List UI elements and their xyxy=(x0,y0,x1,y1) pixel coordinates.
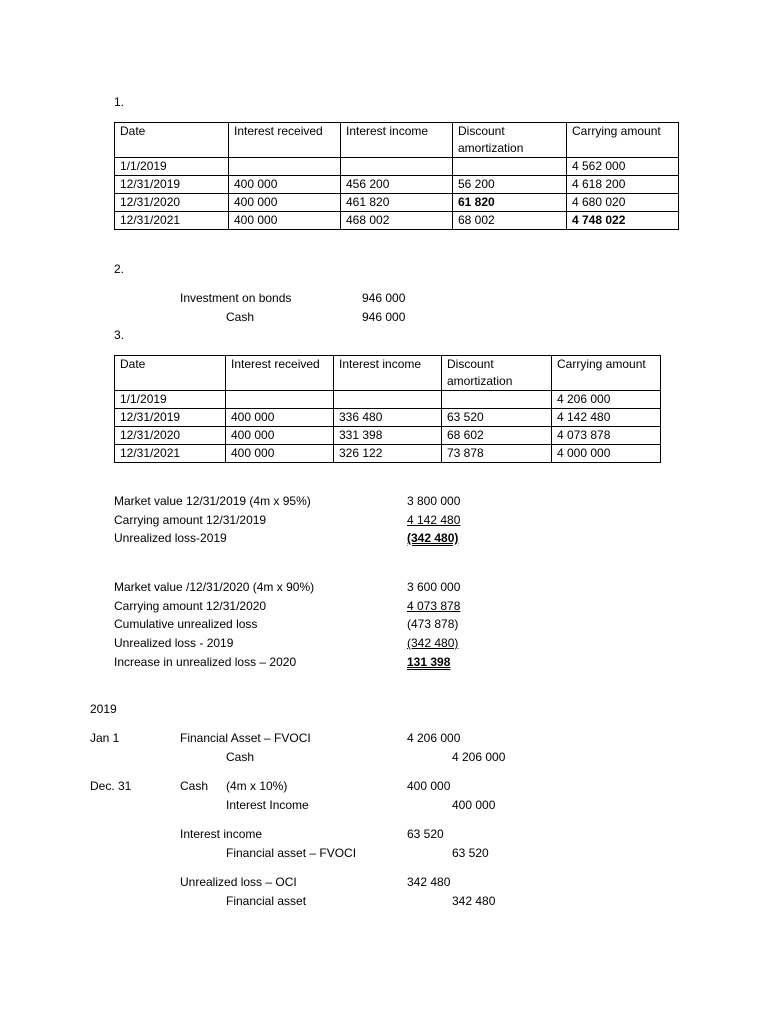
table-cell: 61 820 xyxy=(453,194,567,212)
calc-2020-label: Increase in unrealized loss – 2020 xyxy=(114,655,297,669)
table-cell: 68 002 xyxy=(453,212,567,230)
table-cell: 4 748 022 xyxy=(567,212,679,230)
calc-2020-value: (473 878) xyxy=(407,617,459,631)
journal-year: 2019 xyxy=(90,702,117,716)
journal-date: Jan 1 xyxy=(90,731,120,745)
table-cell xyxy=(442,391,552,409)
calc-2020-label: Cumulative unrealized loss xyxy=(114,617,258,631)
debit-note: (4m x 10%) xyxy=(226,779,288,793)
table-row xyxy=(115,427,661,445)
table-cell: 400 000 xyxy=(226,427,334,445)
section-3-number: 3. xyxy=(114,328,125,342)
table-cell: 4 618 200 xyxy=(567,176,679,194)
header-carrying-amount: Carrying amount xyxy=(567,123,679,158)
table-cell: 4 206 000 xyxy=(552,391,661,409)
table-cell: 12/31/2019 xyxy=(115,409,226,427)
credit-amount: 400 000 xyxy=(452,798,496,812)
calc-2020-label: Carrying amount 12/31/2020 xyxy=(114,599,267,613)
table-row xyxy=(115,194,679,212)
credit-amount: 4 206 000 xyxy=(452,750,506,764)
table-cell xyxy=(229,158,341,176)
debit-amount: 400 000 xyxy=(407,779,451,793)
debit-account: Unrealized loss – OCI xyxy=(180,875,297,889)
table-row xyxy=(115,158,679,176)
table-cell: 461 820 xyxy=(341,194,453,212)
table-cell: 4 680 020 xyxy=(567,194,679,212)
table-cell: 56 200 xyxy=(453,176,567,194)
table-cell xyxy=(341,158,453,176)
table-cell: 4 073 878 xyxy=(552,427,661,445)
table-cell: 1/1/2019 xyxy=(115,391,226,409)
calc-2020-label: Unrealized loss - 2019 xyxy=(114,636,234,650)
table-header-row xyxy=(115,356,661,391)
table-cell: 12/31/2020 xyxy=(115,194,229,212)
calc-2020-value: 4 073 878 xyxy=(407,599,461,613)
table-row xyxy=(115,176,679,194)
table-cell: 326 122 xyxy=(334,445,442,463)
table-cell: 331 398 xyxy=(334,427,442,445)
header-interest-income: Interest income xyxy=(341,123,453,158)
credit-amount: 946 000 xyxy=(362,310,406,324)
bond-amortization-table-1 xyxy=(114,122,679,230)
table-cell xyxy=(334,391,442,409)
calc-2019-value: 3 800 000 xyxy=(407,494,461,508)
bond-amortization-table-3 xyxy=(114,355,661,463)
calc-2020-value: 3 600 000 xyxy=(407,580,461,594)
table-cell xyxy=(226,391,334,409)
table-cell: 12/31/2019 xyxy=(115,176,229,194)
header-interest-received: Interest received xyxy=(229,123,341,158)
credit-account: Financial asset – FVOCI xyxy=(226,846,357,860)
calc-2019-value: 4 142 480 xyxy=(407,513,461,527)
table-cell: 4 000 000 xyxy=(552,445,661,463)
calc-2019-label: Unrealized loss-2019 xyxy=(114,531,227,545)
calc-2020-value: (342 480) xyxy=(407,636,459,650)
debit-account: Investment on bonds xyxy=(180,291,292,305)
calc-2019-label: Carrying amount 12/31/2019 xyxy=(114,513,267,527)
debit-amount: 342 480 xyxy=(407,875,451,889)
table-cell: 456 200 xyxy=(341,176,453,194)
table-cell: 400 000 xyxy=(229,194,341,212)
header-discount-amortization: Discount amortization xyxy=(442,356,552,391)
table-cell: 4 562 000 xyxy=(567,158,679,176)
table-cell: 468 002 xyxy=(341,212,453,230)
header-carrying-amount: Carrying amount xyxy=(552,356,661,391)
calc-2019-value: (342 480) xyxy=(407,531,459,545)
debit-amount: 63 520 xyxy=(407,827,444,841)
table-cell: 336 480 xyxy=(334,409,442,427)
credit-amount: 63 520 xyxy=(452,846,489,860)
table-cell: 4 142 480 xyxy=(552,409,661,427)
table-row xyxy=(115,391,661,409)
debit-amount: 946 000 xyxy=(362,291,406,305)
table-cell xyxy=(453,158,567,176)
calc-2020-value: 131 398 xyxy=(407,655,451,669)
header-date: Date xyxy=(115,123,229,158)
table-cell: 68 602 xyxy=(442,427,552,445)
debit-amount: 4 206 000 xyxy=(407,731,461,745)
table-cell: 63 520 xyxy=(442,409,552,427)
credit-account: Cash xyxy=(226,750,255,764)
table-header-row xyxy=(115,123,679,158)
table-cell: 1/1/2019 xyxy=(115,158,229,176)
header-interest-received: Interest received xyxy=(226,356,334,391)
table-row xyxy=(115,212,679,230)
credit-amount: 342 480 xyxy=(452,894,496,908)
table-cell: 73 878 xyxy=(442,445,552,463)
calc-2019-label: Market value 12/31/2019 (4m x 95%) xyxy=(114,494,311,508)
header-discount-amortization: Discount amortization xyxy=(453,123,567,158)
section-2-number: 2. xyxy=(114,262,125,276)
table-row xyxy=(115,445,661,463)
table-row xyxy=(115,409,661,427)
table-cell: 400 000 xyxy=(226,445,334,463)
header-date: Date xyxy=(115,356,226,391)
debit-account: Cash xyxy=(180,779,209,793)
table-cell: 400 000 xyxy=(226,409,334,427)
table-cell: 12/31/2021 xyxy=(115,212,229,230)
table-cell: 400 000 xyxy=(229,212,341,230)
credit-account: Financial asset xyxy=(226,894,307,908)
debit-account: Financial Asset – FVOCI xyxy=(180,731,311,745)
calc-2020-label: Market value /12/31/2020 (4m x 90%) xyxy=(114,580,315,594)
table-cell: 400 000 xyxy=(229,176,341,194)
debit-account: Interest income xyxy=(180,827,263,841)
credit-account: Interest Income xyxy=(226,798,309,812)
credit-account: Cash xyxy=(226,310,255,324)
table-cell: 12/31/2020 xyxy=(115,427,226,445)
table-cell: 12/31/2021 xyxy=(115,445,226,463)
journal-date: Dec. 31 xyxy=(90,779,132,793)
section-1-number: 1. xyxy=(114,95,125,109)
header-interest-income: Interest income xyxy=(334,356,442,391)
